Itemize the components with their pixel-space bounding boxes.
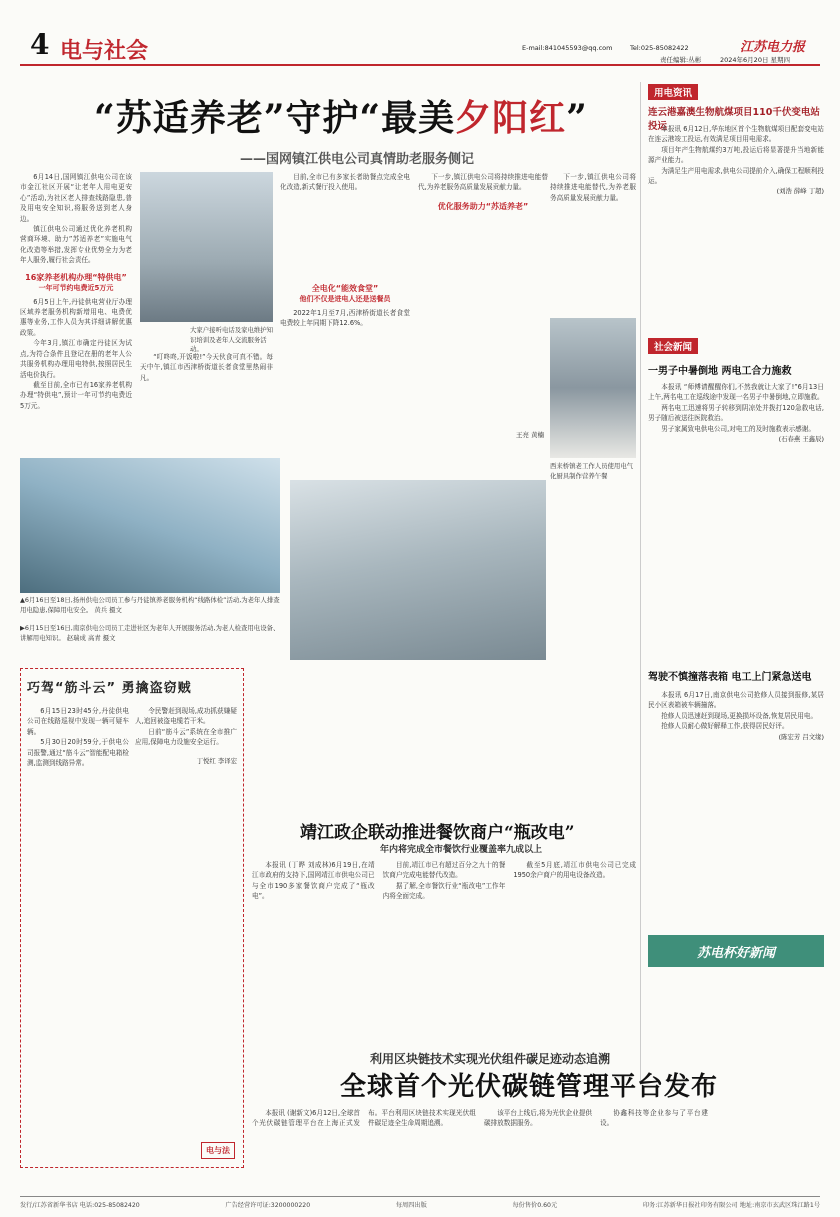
notice-badge: 电与法 (201, 1142, 235, 1159)
footer-mid3: 每份售价0.60元 (512, 1202, 558, 1209)
notice-p4: 日前“筋斗云”系统在全市推广应用,保障电力设施安全运行。 (135, 727, 237, 747)
lead-h3: 优化服务助力“苏适养老” (437, 201, 529, 211)
lead-p6: “叮咚咚,开饭啦!”今天伙食可真不错。每天中午,镇江市西津桥街道长者食堂里热闹非凡。 (140, 353, 273, 382)
mid-p4: 截至5月底,靖江市供电公司已完成1950余户商户的用电设备改造。 (513, 861, 636, 880)
ad-banner (648, 935, 824, 967)
side2-p2: 两名电工迅速将男子转移到阴凉处并拨打120急救电话,男子随后被送往医院救治。 (648, 403, 824, 423)
header (0, 0, 840, 68)
notice-p3: 令民警赶到现场,成功抓获嫌疑人,追回被盗电缆若干米。 (135, 707, 237, 726)
side1-p2: 项目年产生物航煤约3万吨,投运后将显著提升当地新能源产业能力。 (648, 145, 824, 165)
notice-author: 丁悦红 李译宏 (196, 756, 237, 765)
side2-p1: 本报讯 “师傅请醒醒你们,不然我就让大家了!”6月13日上午,两名电工在巡线途中发现一名男子中暑倒地,立即施救。 (648, 383, 824, 402)
side3-body (648, 690, 824, 930)
lead-author: 王亮 黄楠 (515, 431, 544, 439)
lead-p5: 截至目前,全市已有16家养老机构办理“特供电”,预计一年可节约电费近5万元。 (20, 380, 132, 410)
lead-column-4 (418, 172, 548, 452)
lead-h2: 全电化“能效食堂” (311, 283, 379, 293)
side3-p1: 本报讯 6月17日,南京供电公司抢修人员接到报修,某居民小区表箱被车辆撞落。 (648, 691, 824, 710)
footer-left: 发行/江苏省新华书店 电话:025-85082420 (20, 1202, 140, 1209)
lead-p7: 目前,全市已有多家长者助餐点完成全电化改造,新式餐厅投入使用。 (280, 173, 410, 192)
bottom-title: 全球首个光伏碳链管理平台发布 (340, 1072, 719, 1102)
lead-photo-2 (550, 318, 636, 458)
side3-p2: 抢修人员迅速赶到现场,更换损坏设备,恢复居民用电。 (661, 711, 818, 720)
lead-p3: 6月5日上午,丹徒供电营业厅办理区域养老服务机构新增用电、电费优惠等业务,工作人员为其详细讲解优惠政策。 (20, 297, 132, 337)
lead-subtitle: ——国网镇江供电公司真情助老服务侧记 (240, 152, 475, 167)
lead-photo-1 (140, 172, 273, 322)
side2-title: 一男子中暑倒地 两电工合力施救 (648, 366, 792, 377)
notice-box (20, 668, 244, 1168)
lead-headline (94, 90, 614, 141)
mid-p2: 目前,靖江市已有超过百分之九十的餐饮商户完成电能替代改造。 (382, 861, 506, 880)
header-date: 2024年6月20日 星期四 (720, 56, 791, 64)
side1-p3: 为满足生产用电需求,供电公司提前介入,确保工程顺利投运。 (648, 166, 824, 186)
side2-tag: 社会新闻 (648, 338, 698, 354)
bottom-p1: 本报讯 (谢新文)6月12日,全球首个光伏碳链管理平台在上海正式发布。平台利用区块链技术实现光伏组件碳足迹全生命周期追溯。 (252, 1109, 476, 1128)
side1-p1: 本报讯 6月12日,华东地区首个生物航煤项目配套变电站在连云港竣工投运,有效满足项目用电需求。 (648, 125, 824, 144)
bottom-pretitle: 利用区块链技术实现光伏组件碳足迹动态追溯 (370, 1052, 611, 1066)
side1-body (648, 124, 824, 324)
mid-body (252, 860, 636, 1040)
side1-tag: 用电资讯 (648, 84, 698, 100)
footer (20, 1200, 820, 1209)
lead-p2: 镇江供电公司通过优化养老机构营商环境、助力”苏适养老”实施电气化改造等举措,发挥专业优势全力为老年人服务,履行社会责任。 (20, 225, 132, 265)
lead-photo-2-caption: 西来桥镇老工作人员使用电气化厨具制作营养午餐 (550, 462, 634, 480)
side1-author: (刘浩 薛峰 丁超) (776, 187, 824, 196)
section-title: 电与社会 (60, 38, 149, 64)
header-tel: Tel:025-85082422 (630, 44, 689, 52)
lead-p4: 今年3月,镇江市确定丹徒区为试点,为符合条件且登记在册的老年人公共服务机构办理用电特供,按照居民生活电价执行。 (20, 339, 132, 379)
lead-h1b: 一年可节约电费近5万元 (38, 283, 114, 292)
notice-title: 巧驾“筋斗云” 勇擒盗窃贼 (27, 681, 192, 696)
ad-text: 苏电杯好新闻 (696, 945, 775, 961)
bottom-body (252, 1108, 824, 1192)
lead-p1: 6月14日,国网镇江供电公司在该市金江社区开展“让老年人用电更安心”活动,为社区老人排查线路隐患,普及用电安全知识,将服务送到老人身边。 (20, 173, 132, 223)
bottom-p3: 协鑫科技等企业参与了平台建设。 (600, 1109, 708, 1128)
lead-photo-4-caption: ▶6月15日至16日,南京供电公司员工走进社区为老年人开展服务活动,为老人检查用电设备、讲解用电知识。 赵瑞成 高青 摄文 (20, 624, 280, 642)
lead-title-em: 夕阳红 (455, 97, 567, 139)
side2-body (648, 382, 824, 654)
lead-photo-4 (290, 480, 546, 660)
paper-logo: 江苏电力报 (740, 40, 806, 55)
notice-p2: 5月30日20时59分,于供电公司报警,通过“筋斗云”智能配电箱检测,监测到线路异常。 (27, 738, 129, 768)
footer-mid1: 广告经营许可证:3200000220 (225, 1202, 311, 1209)
lead-title-pre: “苏适养老”守护“最美 (94, 97, 456, 139)
side3-p3: 抢修人员耐心做好解释工作,获得居民好评。 (661, 722, 789, 731)
lead-photo-3 (20, 458, 280, 593)
lead-p9b: 下一步,镇江供电公司将持续推进电能替代,为养老服务高质量发展贡献力量。 (550, 173, 636, 202)
footer-rule (20, 1196, 820, 1197)
lead-p9: 下一步,镇江供电公司将持续推进电能替代,为养老服务高质量发展贡献力量。 (418, 173, 548, 192)
header-editor: 责任编辑:丛彬 (660, 56, 702, 64)
lead-title-post: ” (566, 97, 588, 139)
bottom-p2: 该平台上线后,将为光伏企业提供碳排放数据服务。 (484, 1109, 592, 1128)
side1-title: 连云港嘉澳生物航煤项目110千伏变电站投运 (648, 107, 820, 132)
mid-p3: 据了解,全市餐饮行业“瓶改电”工作年内将全面完成。 (382, 881, 506, 901)
lead-photo-1-caption: 大家户接听电话及家电维护知识培训及老年人交流服务活动。 (190, 326, 274, 354)
header-email: E-mail:841045593@qq.com (522, 44, 613, 52)
side3-author: (陈宏芳 吕文缘) (778, 732, 824, 741)
side3-title: 驾驶不慎撞落表箱 电工上门紧急送电 (648, 672, 812, 683)
lead-photo-3-caption: ▲6月16日至18日,扬州供电公司员工参与丹徒镇养老服务机构“线路体检”活动,为老年人排查用电隐患,保障用电安全。 黄兵 摄文 (20, 596, 280, 614)
lead-h1: 16家养老机构办理“特供电” (25, 272, 127, 282)
mid-p1: 本报讯 (丁晔 刘成林)6月19日,在靖江市政府的支持下,国网靖江市供电公司已与全市190多家餐饮商户完成了“瓶改电”。 (252, 861, 375, 901)
side-divider (640, 82, 641, 1082)
mid-subtitle: 年内将完成全市餐饮行业覆盖率九成以上 (380, 845, 543, 855)
side2-author: (石春燕 王鑫辰) (778, 435, 824, 444)
header-rule (20, 64, 820, 66)
lead-column-5 (550, 172, 636, 312)
footer-mid2: 每周四出版 (395, 1202, 427, 1209)
side2-p3: 男子家属致电供电公司,对电工的及时施救表示感谢。 (661, 424, 815, 433)
footer-right: 印务:江苏新华日报社印务有限公司 地址:南京市玄武区珠江路1号 (642, 1202, 820, 1209)
mid-title: 靖江政企联动推进餐饮商户“瓶改电” (300, 823, 575, 843)
page-number: 4 (30, 28, 50, 61)
lead-h2b: 他们不仅是进电人还是送餐员 (299, 294, 391, 303)
notice-p1: 6月15日23时45分,丹徒供电公司在线路巡视中发现一辆可疑车辆。 (27, 707, 129, 736)
lead-p8: 2022年1月至7月,西津桥街道长者食堂电费较上年同期下降12.6%。 (280, 308, 410, 328)
